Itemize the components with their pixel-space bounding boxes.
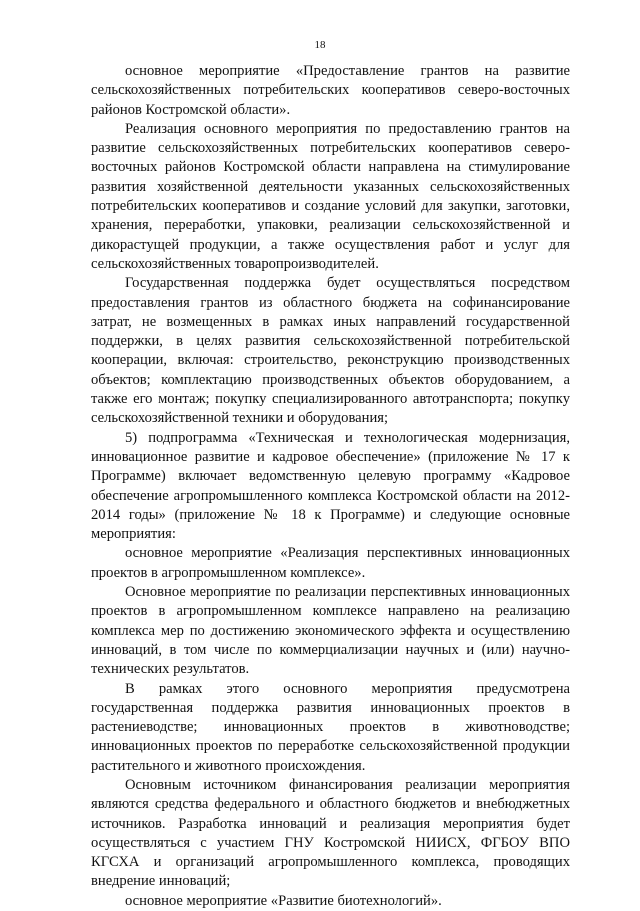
paragraph-main-activity-grants: основное мероприятие «Предоставление грантов на развитие сельскохозяйственных потребительских кооперативов северо-восточных районов Костромской области». <box>91 63 570 118</box>
paragraph-main-activity-biotech: основное мероприятие «Развитие биотехнологий». <box>125 892 442 909</box>
paragraph-innovation-implementation: Основное мероприятие по реализации перспективных инновационных проектов в агропромышленном комплексе направлено на реализацию комплекса мер по достижению экономического эффекта и осуществлению инноваций, в том числе по коммерциализации научных и (или) научно-технических результатов. <box>91 584 570 678</box>
page-number: 18 <box>314 39 326 51</box>
paragraph-innovation-support: В рамках этого основного мероприятия предусмотрена государственная поддержка развития инновационных проектов в растениеводстве; инновационных проектов в животноводстве; инновационных проектов по переработке сельскохозяйственной продукции растительного и животного происхождения. <box>91 680 570 774</box>
paragraph-financing-sources: Основным источником финансирования реализации мероприятия являются средства федерального и областного бюджетов и внебюджетных источников. Разработка инноваций и реализация мероприятия будет осуществляться с участием ГНУ Костромской НИИСХ, ФГБОУ ВПО КГСХА и организаций агропромышленного комплекса, проводящих внедрение инноваций; <box>91 776 570 890</box>
paragraph-subprogram-5: 5) подпрограмма «Техническая и технологическая модернизация, инновационное развитие и кадровое обеспечение» (приложение № 17 к Программе) включает ведомственную целевую программу «Кадровое обеспечение агропромышленного комплекса Костромской области на 2012-2014 годы» (приложение № 18 к Программе) и следующие основные мероприятия: <box>91 429 570 543</box>
paragraph-main-activity-innovation: основное мероприятие «Реализация перспективных инновационных проектов в агропромышленном комплексе». <box>91 545 570 581</box>
paragraph-state-support: Государственная поддержка будет осуществляться посредством предоставления грантов из областного бюджета на софинансирование затрат, не возмещенных в рамках иных направлений государственной поддержки, в целях развития сельскохозяйственной потребительской кооперации, включая: строительство, реконструкцию производственных объектов; комплектацию производственных объектов оборудованием, а также его монтаж; покупку специализированного автотранспорта; покупку сельскохозяйственной техники и оборудования; <box>91 275 570 427</box>
document-body <box>91 62 570 911</box>
paragraph-grants-implementation: Реализация основного мероприятия по предоставлению грантов на развитие сельскохозяйственных потребительских кооперативов северо-восточных районов Костромской области направлена на стимулирование развития хозяйственной деятельности указанных сельскохозяйственных потребительских кооперативов и создание условий для закупки, заготовки, хранения, переработки, упаковки, реализации сельскохозяйственной и дикорастущей продукции, а также осуществления работ и услуг для сельскохозяйственных товаропроизводителей. <box>91 120 570 272</box>
